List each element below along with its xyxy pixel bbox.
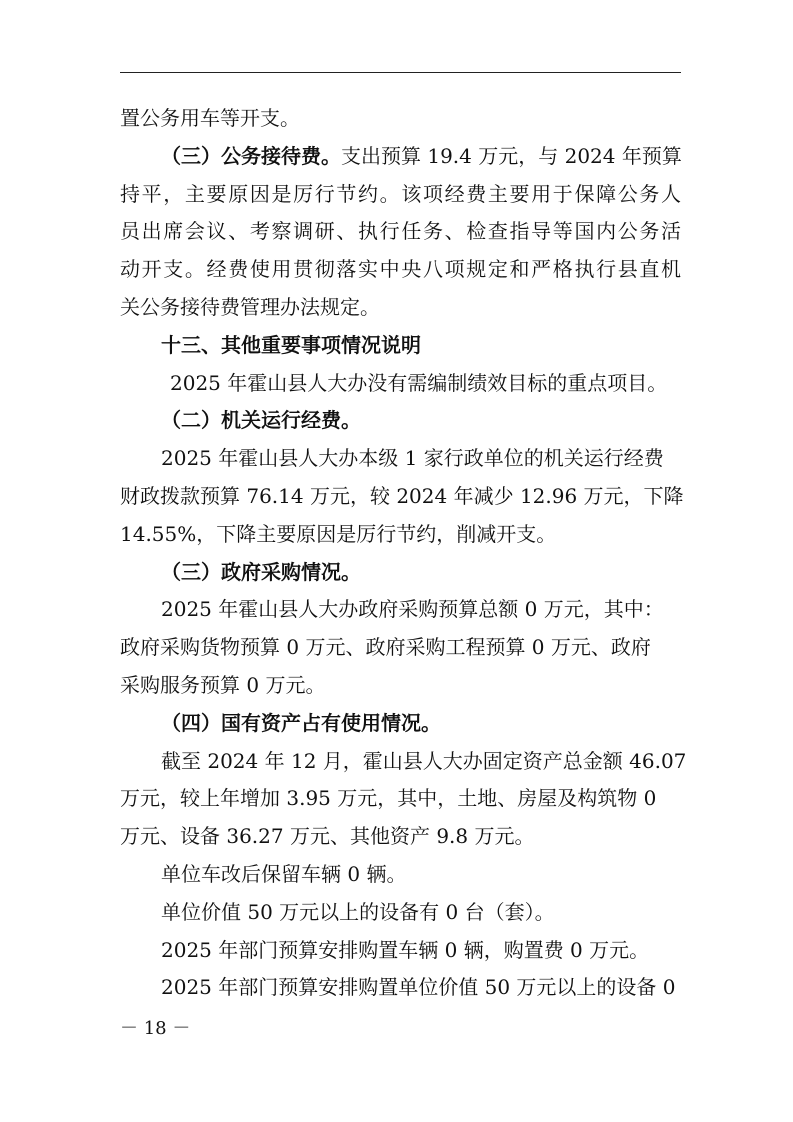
paragraph-line: 2025 年部门预算安排购置车辆 0 辆，购置费 0 万元。 (161, 937, 650, 962)
paragraph-line: 采购服务预算 0 万元。 (120, 672, 326, 697)
paragraph-line: 2025 年霍山县人大办本级 1 家行政单位的机关运行经费 (161, 446, 664, 471)
paragraph-line: 万元、设备 36.27 万元、其他资产 9.8 万元。 (120, 824, 535, 849)
paragraph-line: 单位价值 50 万元以上的设备有 0 台（套）。 (161, 899, 555, 924)
section-heading-other-matters: 十三、其他重要事项情况说明 (161, 332, 421, 357)
page-number: － 18 － (120, 1018, 191, 1039)
paragraph-line: 动开支。经费使用贯彻落实中央八项规定和严格执行县直机 (120, 257, 681, 282)
paragraph-line: 万元，较上年增加 3.95 万元，其中，土地、房屋及构筑物 0 (120, 786, 657, 811)
paragraph-line (120, 138, 681, 176)
paragraph-line: 2025 年霍山县人大办没有需编制绩效目标的重点项目。 (170, 370, 668, 395)
header-rule (120, 72, 681, 73)
paragraph-line: 14.55%，下降主要原因是厉行节约，削减开支。 (120, 521, 557, 546)
paragraph-line: 单位车改后保留车辆 0 辆。 (161, 861, 407, 886)
section-heading-operating-costs: （二）机关运行经费。 (161, 408, 361, 433)
paragraph-line: 2025 年霍山县人大办政府采购预算总额 0 万元，其中： (161, 597, 664, 622)
paragraph-line: 政府采购货物预算 0 万元、政府采购工程预算 0 万元、政府 (120, 635, 651, 660)
section-heading-reception: （三）公务接待费。 (161, 143, 341, 168)
paragraph-line: 2025 年部门预算安排购置单位价值 50 万元以上的设备 0 (161, 975, 676, 1000)
paragraph-line: 财政拨款预算 76.14 万元，较 2024 年减少 12.96 万元，下降 (120, 483, 684, 508)
paragraph-line: 员出席会议、考察调研、执行任务、检查指导等国内公务活 (120, 219, 681, 244)
document-body (120, 100, 687, 1007)
paragraph-text: 支出预算 19.4 万元，与 2024 年预算 (341, 143, 682, 168)
paragraph-line: 持平，主要原因是厉行节约。该项经费主要用于保障公务人 (120, 181, 681, 206)
paragraph-line: 置公务用车等开支。 (120, 106, 300, 130)
section-heading-procurement: （三）政府采购情况。 (161, 559, 361, 584)
section-heading-state-assets: （四）国有资产占有使用情况。 (161, 710, 441, 735)
paragraph-line: 截至 2024 年 12 月，霍山县人大办固定资产总金额 46.07 (161, 748, 687, 773)
paragraph-line: 关公务接待费管理办法规定。 (120, 294, 380, 319)
